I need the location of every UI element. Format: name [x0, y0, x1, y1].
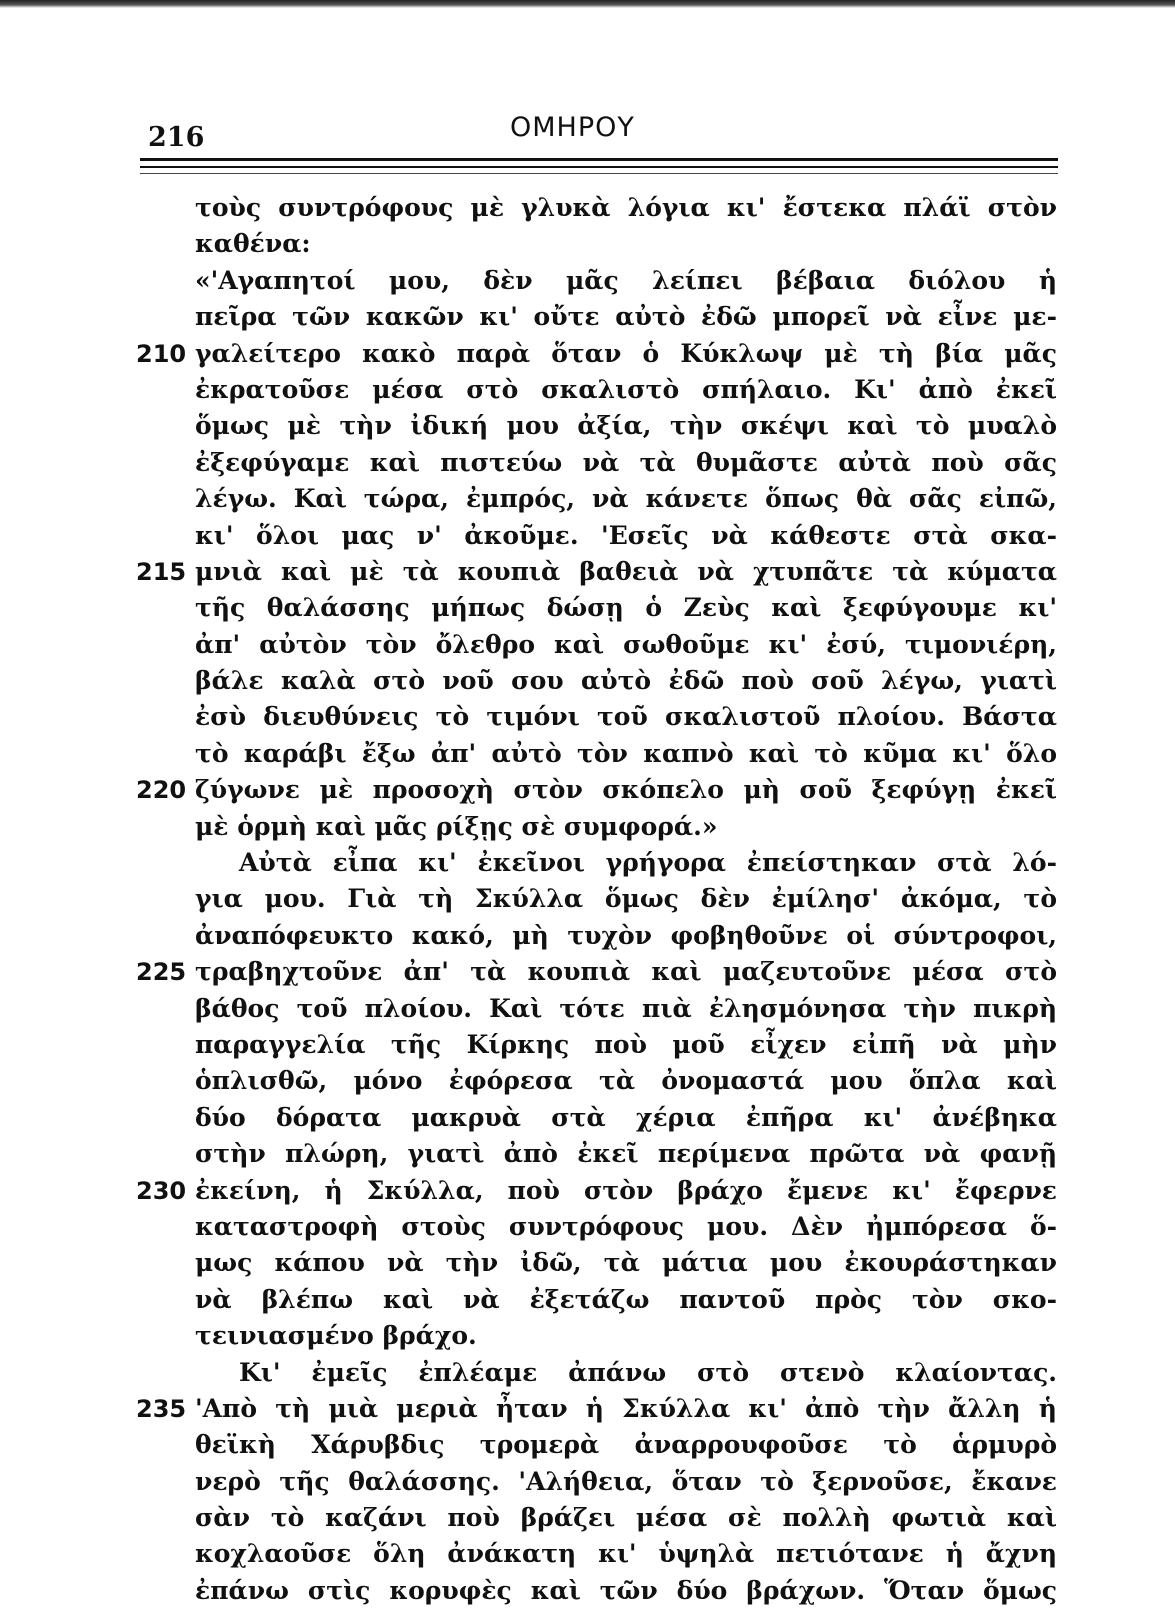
line-text: νερὸ τῆς θαλάσσης. 'Αλήθεια, ὅταν τὸ ξερνοῦσε, ἔκανε: [195, 1466, 1057, 1496]
line-text: «'Αγαπητοί μου, δὲν μᾶς λείπει βέβαια διόλου ἡ: [195, 265, 1057, 295]
text-line: [130, 1136, 1060, 1172]
line-number: 210: [136, 339, 187, 368]
text-line: [130, 445, 1060, 481]
text-line: [130, 1063, 1060, 1099]
text-line: [130, 809, 1060, 845]
text-line: [130, 1282, 1060, 1318]
line-text: ὅμως μὲ τὴν ἰδική μου ἀξία, τὴν σκέψι καὶ τὸ μυαλὸ: [195, 411, 1057, 441]
text-line: [130, 263, 1060, 299]
text-line: [130, 1027, 1060, 1063]
text-line: [130, 481, 1060, 517]
text-line: [130, 1173, 1060, 1209]
line-text: ἀπ' αὐτὸν τὸν ὄλεθρο καὶ σωθοῦμε κι' ἐσύ, τιμονιέρη,: [195, 629, 1057, 659]
text-line: [130, 518, 1060, 554]
text-line: [130, 1100, 1060, 1136]
header-rule-thin: [140, 173, 1058, 174]
line-text: καθένα:: [195, 229, 311, 259]
line-text: βάλε καλὰ στὸ νοῦ σου αὐτὸ ἐδῶ ποὺ σοῦ λέγω, γιατὶ: [195, 666, 1057, 696]
line-text: ἐσὺ διευθύνεις τὸ τιμόνι τοῦ σκαλιστοῦ πλοίου. Βάστα: [195, 702, 1057, 732]
line-text: για μου. Γιὰ τὴ Σκύλλα ὅμως δὲν ἐμίλησ' ἀκόμα, τὸ: [195, 884, 1057, 914]
text-line: [130, 663, 1060, 699]
text-line: [130, 699, 1060, 735]
line-text: 'Απὸ τὴ μιὰ μεριὰ ἦταν ἡ Σκύλλα κι' ἀπὸ τὴν ἄλλη ἡ: [195, 1393, 1057, 1423]
line-text: Αὐτὰ εἶπα κι' ἐκεῖνοι γρήγορα ἐπείστηκαν στὰ λό-: [239, 848, 1057, 878]
text-line: [130, 1573, 1060, 1609]
line-text: δύο δόρατα μακρυὰ στὰ χέρια ἐπῆρα κι' ἀνέβηκα: [195, 1102, 1057, 1132]
text-line: [130, 1318, 1060, 1354]
line-text: νὰ βλέπω καὶ νὰ ἐξετάζω παντοῦ πρὸς τὸν σκο-: [195, 1284, 1057, 1314]
text-line: [130, 954, 1060, 990]
text-line: [130, 845, 1060, 881]
line-text: μως κάπου νὰ τὴν ἰδῶ, τὰ μάτια μου ἐκουράστηκαν: [195, 1248, 1057, 1278]
line-text: πεῖρα τῶν κακῶν κι' οὔτε αὐτὸ ἐδῶ μπορεῖ νὰ εἶνε με-: [195, 302, 1057, 332]
line-number: 230: [136, 1176, 187, 1205]
text-line: [130, 1464, 1060, 1500]
line-text: στὴν πλώρη, γιατὶ ἀπὸ ἐκεῖ περίμενα πρῶτα νὰ φανῇ: [195, 1139, 1057, 1169]
line-text: τεινιασμένο βράχο.: [195, 1321, 477, 1351]
line-text: ἐξεφύγαμε καὶ πιστεύω νὰ τὰ θυμᾶστε αὐτὰ ποὺ σᾶς: [195, 447, 1057, 477]
line-text: καταστροφὴ στοὺς συντρόφους μου. Δὲν ἠμπόρεσα ὅ-: [195, 1211, 1057, 1241]
line-text: τραβηχτοῦνε ἀπ' τὰ κουπιὰ καὶ μαζευτοῦνε μέσα στὸ: [195, 957, 1057, 987]
body-text: [130, 190, 1060, 1609]
line-text: ἐκρατοῦσε μέσα στὸ σκαλιστὸ σπήλαιο. Κι' ἀπὸ ἐκεῖ: [195, 374, 1057, 404]
line-number: 225: [136, 958, 187, 987]
text-line: [130, 772, 1060, 808]
line-text: ἐπάνω στὶς κορυφὲς καὶ τῶν δύο βράχων. Ὅταν ὅμως: [195, 1575, 1057, 1605]
line-text: θεϊκὴ Χάρυβδις τρομερὰ ἀναρρουφοῦσε τὸ ἁρμυρὸ: [195, 1430, 1057, 1460]
line-text: κοχλαοῦσε ὅλη ἀνάκατη κι' ὑψηλὰ πετιότανε ἡ ἄχνη: [195, 1539, 1057, 1569]
text-line: [130, 590, 1060, 626]
text-line: [130, 627, 1060, 663]
line-text: γαλείτερο κακὸ παρὰ ὅταν ὁ Κύκλωψ μὲ τὴ βία μᾶς: [195, 338, 1057, 368]
line-text: ὁπλισθῶ, μόνο ἐφόρεσα τὰ ὀνομαστά μου ὅπλα καὶ: [195, 1066, 1057, 1096]
text-line: [130, 736, 1060, 772]
line-text: ἐκείνη, ἡ Σκύλλα, ποὺ στὸν βράχο ἔμενε κι' ἔφερνε: [195, 1175, 1057, 1205]
page-header: [140, 98, 1060, 158]
text-line: [130, 1245, 1060, 1281]
header-rule-double: [140, 166, 1058, 168]
text-line: [130, 554, 1060, 590]
line-text: ἀναπόφευκτο κακό, μὴ τυχὸν φοβηθοῦνε οἱ σύντροφοι,: [195, 920, 1057, 950]
line-text: παραγγελία τῆς Κίρκης ποὺ μοῦ εἶχεν εἰπῆ νὰ μὴν: [195, 1029, 1057, 1059]
line-text: σὰν τὸ καζάνι ποὺ βράζει μέσα σὲ πολλὴ φωτιὰ καὶ: [195, 1503, 1057, 1533]
running-title: ΟΜΗΡΟΥ: [510, 112, 635, 143]
line-text: μνιὰ καὶ μὲ τὰ κουπιὰ βαθειὰ νὰ χτυπᾶτε τὰ κύματα: [195, 556, 1057, 586]
line-text: τῆς θαλάσσης μήπως δώσῃ ὁ Ζεὺς καὶ ξεφύγουμε κι': [195, 593, 1057, 623]
line-number: 235: [136, 1394, 187, 1423]
text-line: [130, 226, 1060, 262]
line-text: ζύγωνε μὲ προσοχὴ στὸν σκόπελο μὴ σοῦ ξεφύγῃ ἐκεῖ: [195, 775, 1057, 805]
line-text: τὸ καράβι ἔξω ἀπ' αὐτὸ τὸν καπνὸ καὶ τὸ κῦμα κι' ὅλο: [195, 738, 1057, 768]
line-text: τοὺς συντρόφους μὲ γλυκὰ λόγια κι' ἔστεκα πλάϊ στὸν: [195, 193, 1057, 222]
text-line: [130, 190, 1060, 226]
text-line: [130, 1500, 1060, 1536]
text-line: [130, 1391, 1060, 1427]
line-text: Κι' ἐμεῖς ἐπλέαμε ἀπάνω στὸ στενὸ κλαίοντας.: [239, 1357, 1057, 1387]
line-number: 220: [136, 776, 187, 805]
text-line: [130, 1355, 1060, 1391]
text-line: [130, 336, 1060, 372]
page-number: 216: [148, 122, 205, 153]
line-number: 215: [136, 557, 187, 586]
line-text: βάθος τοῦ πλοίου. Καὶ τότε πιὰ ἐλησμόνησα τὴν πικρὴ: [195, 993, 1057, 1023]
text-line: [130, 1427, 1060, 1463]
scan-top-edge: [0, 0, 1175, 8]
line-text: λέγω. Καὶ τώρα, ἐμπρός, νὰ κάνετε ὅπως θὰ σᾶς εἰπῶ,: [195, 484, 1057, 514]
text-line: [130, 918, 1060, 954]
text-line: [130, 1209, 1060, 1245]
line-text: μὲ ὁρμὴ καὶ μᾶς ρίξῃς σὲ συμφορά.»: [195, 811, 718, 841]
text-line: [130, 408, 1060, 444]
line-text: κι' ὅλοι μας ν' ἀκοῦμε. 'Εσεῖς νὰ κάθεστε στὰ σκα-: [195, 520, 1057, 550]
text-line: [130, 372, 1060, 408]
text-line: [130, 299, 1060, 335]
text-line: [130, 1536, 1060, 1572]
header-rule: [140, 158, 1058, 161]
text-line: [130, 881, 1060, 917]
text-line: [130, 991, 1060, 1027]
